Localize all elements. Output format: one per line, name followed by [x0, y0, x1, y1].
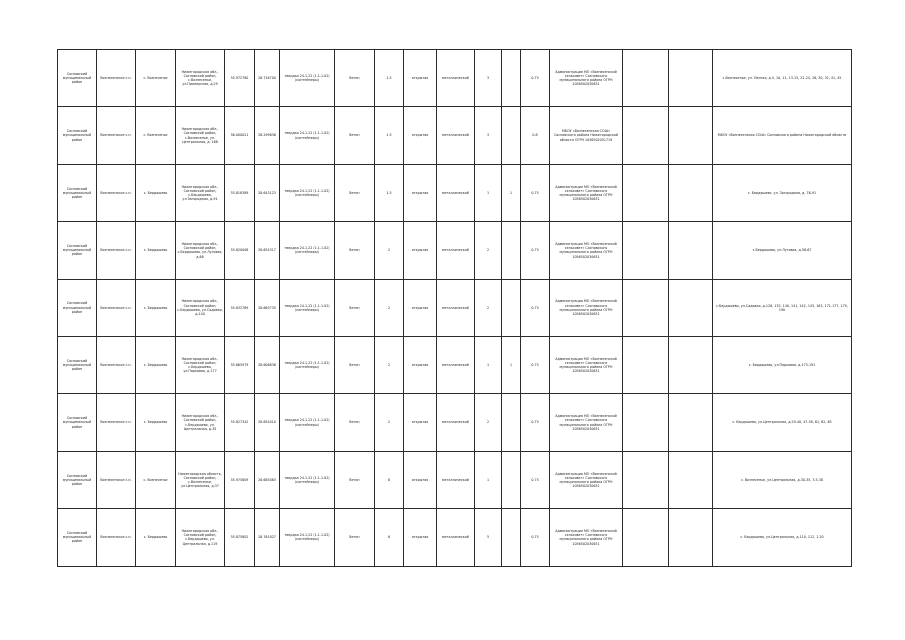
surface-cell: бетон	[335, 279, 375, 336]
empty-cell-16	[623, 107, 669, 164]
empty-cell-16	[623, 394, 669, 451]
containers-count-cell: 2	[475, 394, 502, 451]
settlement-cell: Вознесенское с.п.	[97, 279, 136, 336]
waste-code-cell: твердая 24.1.22 (1.1.1.02) (контейнеры)	[280, 279, 335, 336]
table-row	[58, 451, 852, 508]
served-addresses-cell: с.Бердяшево, ул.Луговая, д.56-67	[713, 222, 852, 279]
locality-cell: с. Бердяшево	[136, 336, 176, 393]
site-type-cell: открытая	[404, 336, 437, 393]
empty-cell-17	[669, 279, 713, 336]
longitude-cell: 28.643123	[255, 164, 280, 221]
waste-code-cell: твердая 24.1.22 (1.1.1.02) (контейнеры)	[280, 222, 335, 279]
owner-cell: Администрация МО «Вознесенский сельсовет» Сосновского муниципального района ОГРН 1056502030631	[550, 394, 623, 451]
empty-cell-17	[669, 107, 713, 164]
latitude-cell: 56.000021	[225, 107, 255, 164]
settlement-cell: Вознесенское с.п.	[97, 509, 136, 566]
site-type-cell: открытая	[404, 50, 437, 107]
settlement-cell: Вознесенское с.п.	[97, 451, 136, 508]
latitude-cell: 55.972780	[225, 50, 255, 107]
table-row	[58, 222, 852, 279]
area-cell: 1.5	[375, 164, 404, 221]
owner-cell: Администрация МО «Вознесенский сельсовет» Сосновского муниципального района ОГРН 1056502030631	[550, 279, 623, 336]
locality-cell: с. Вознесенье	[136, 50, 176, 107]
table-row	[58, 509, 852, 566]
empty-cell-17	[669, 164, 713, 221]
owner-cell: Администрация МО «Вознесенский сельсовет» Сосновского муниципального района ОГРН 1056502030631	[550, 451, 623, 508]
served-addresses-cell: с. Бердяшево, ул.Парковая, д.173-191	[713, 336, 852, 393]
owner-cell: Администрация МО «Вознесенский сельсовет» Сосновского муниципального района ОГРН 1056502030631	[550, 222, 623, 279]
containers-count-cell: 2	[475, 279, 502, 336]
container-volume-cell: 0.75	[521, 50, 550, 107]
empty-cell-16	[623, 222, 669, 279]
served-addresses-cell: с. Бердяшево, ул. Загородная, д. 76-91	[713, 164, 852, 221]
containers-count-cell: 1	[475, 164, 502, 221]
latitude-cell: 55.875802	[225, 509, 255, 566]
fence-material-cell: металлический	[437, 509, 475, 566]
served-addresses-cell: с. Бердяшево, ул.Центральная, д.110, 112, 1.20	[713, 509, 852, 566]
containers-count-cell: 3	[475, 50, 502, 107]
address-cell: Нижегородская обл., Сосновский район, с.Вознесенье, ул. Центральная, д. 168	[176, 107, 225, 164]
area-cell: 1.5	[375, 50, 404, 107]
district-cell: Сосновский муниципальный район	[58, 107, 97, 164]
planned-containers-cell	[502, 107, 521, 164]
empty-cell-17	[669, 509, 713, 566]
longitude-cell: 28.654010	[255, 394, 280, 451]
district-cell: Сосновский муниципальный район	[58, 509, 97, 566]
containers-count-cell: 5	[475, 509, 502, 566]
empty-cell-16	[623, 509, 669, 566]
container-volume-cell: 0.75	[521, 394, 550, 451]
container-volume-cell: 0.8	[521, 107, 550, 164]
district-cell: Сосновский муниципальный район	[58, 222, 97, 279]
served-addresses-cell: с.Бердяшево, ул.Садовая, д.128, 135, 140, 141, 142, 143, 163, 171-177, 179, 190	[713, 279, 852, 336]
surface-cell: бетон	[335, 336, 375, 393]
waste-code-cell: твердая 24.1.22 (1.1.1.02) (контейнеры)	[280, 451, 335, 508]
surface-cell: бетон	[335, 509, 375, 566]
waste-code-cell: твердая 24.1.22 (1.1.1.02) (контейнеры)	[280, 50, 335, 107]
planned-containers-cell	[502, 509, 521, 566]
area-cell: 2	[375, 222, 404, 279]
owner-cell: Администрация МО «Вознесенский сельсовет» Сосновского муниципального района ОГРН 1056502030631	[550, 509, 623, 566]
owner-cell: Администрация МО «Вознесенский сельсовет» Сосновского муниципального района ОГРН 1056502030631	[550, 336, 623, 393]
owner-cell: Администрация МО «Вознесенский сельсовет» Сосновского муниципального района ОГРН 1056502030631	[550, 164, 623, 221]
empty-cell-16	[623, 451, 669, 508]
empty-cell-16	[623, 50, 669, 107]
waste-code-cell: твердая 24.1.22 (1.1.1.02) (контейнеры)	[280, 164, 335, 221]
longitude-cell: 28.299836	[255, 107, 280, 164]
settlement-cell: Вознесенское с.п.	[97, 50, 136, 107]
planned-containers-cell	[502, 451, 521, 508]
containers-count-cell: 2	[475, 222, 502, 279]
waste-code-cell: твердая 24.1.22 (1.1.1.02) (контейнеры)	[280, 509, 335, 566]
area-cell: 2	[375, 279, 404, 336]
area-cell: 2	[375, 394, 404, 451]
fence-material-cell: металлический	[437, 279, 475, 336]
locality-cell: с. Бердяшево	[136, 164, 176, 221]
site-type-cell: открытая	[404, 279, 437, 336]
surface-cell: бетон	[335, 222, 375, 279]
containers-count-cell: 1	[475, 336, 502, 393]
surface-cell: бетон	[335, 107, 375, 164]
table-row	[58, 50, 852, 107]
latitude-cell: 55.827342	[225, 394, 255, 451]
site-type-cell: открытая	[404, 164, 437, 221]
surface-cell: бетон	[335, 50, 375, 107]
served-addresses-cell: с. Вознесенье, ул.Центральная, д.30-35, 3.5-38	[713, 451, 852, 508]
address-cell: Нижегородская обл., Сосновский район, с.Бердяшево, ул.Садовая, д.140	[176, 279, 225, 336]
fence-material-cell: металлический	[437, 394, 475, 451]
table-row	[58, 164, 852, 221]
locality-cell: с. Бердяшево	[136, 394, 176, 451]
settlement-cell: Вознесенское с.п.	[97, 222, 136, 279]
table-row	[58, 394, 852, 451]
address-cell: Нижегородская обл., Сосновский район, с.Вознесенье, ул.Пионерская, д.29	[176, 50, 225, 107]
settlement-cell: Вознесенское с.п.	[97, 107, 136, 164]
table-row	[58, 336, 852, 393]
containers-count-cell: 1	[475, 451, 502, 508]
settlement-cell: Вознесенское с.п.	[97, 164, 136, 221]
table-row	[58, 107, 852, 164]
planned-containers-cell	[502, 50, 521, 107]
waste-sites-register-table	[57, 49, 852, 567]
latitude-cell: 55.832789	[225, 279, 255, 336]
table-row	[58, 279, 852, 336]
address-cell: Нижегородская обл., Сосновский район, с.Бердяшево, ул. Центральная, д.119	[176, 509, 225, 566]
surface-cell: бетон	[335, 451, 375, 508]
container-volume-cell: 0.75	[521, 164, 550, 221]
district-cell: Сосновский муниципальный район	[58, 279, 97, 336]
longitude-cell: 28.761827	[255, 509, 280, 566]
served-addresses-cell: МБОУ «Вознесенская СОШ» Сосновского района Нижегородской области	[713, 107, 852, 164]
waste-code-cell: твердая 24.1.22 (1.1.1.02) (контейнеры)	[280, 336, 335, 393]
latitude-cell: 55.820006	[225, 222, 255, 279]
planned-containers-cell	[502, 222, 521, 279]
site-type-cell: открытая	[404, 222, 437, 279]
area-cell: 2	[375, 336, 404, 393]
empty-cell-16	[623, 336, 669, 393]
empty-cell-17	[669, 50, 713, 107]
district-cell: Сосновский муниципальный район	[58, 164, 97, 221]
longitude-cell: 28.685063	[255, 451, 280, 508]
longitude-cell: 28.665735	[255, 279, 280, 336]
latitude-cell: 55.975809	[225, 451, 255, 508]
fence-material-cell: металлический	[437, 336, 475, 393]
area-cell: 6	[375, 509, 404, 566]
address-cell: Нижегородская обл., Сосновский район, с.Бердяшево, ул.Загородная, д.91	[176, 164, 225, 221]
fence-material-cell: металлический	[437, 50, 475, 107]
locality-cell: с. Вознесенье	[136, 451, 176, 508]
containers-count-cell: 3	[475, 107, 502, 164]
container-volume-cell: 0.75	[521, 222, 550, 279]
district-cell: Сосновский муниципальный район	[58, 394, 97, 451]
fence-material-cell: металлический	[437, 107, 475, 164]
address-cell: Нижегородская обл., Сосновский район, с.Бердяшево, ул.Луговая, д.68	[176, 222, 225, 279]
surface-cell: бетон	[335, 394, 375, 451]
area-cell: 1.5	[375, 107, 404, 164]
waste-code-cell: твердая 24.1.22 (1.1.1.02) (контейнеры)	[280, 107, 335, 164]
planned-containers-cell: 1	[502, 336, 521, 393]
planned-containers-cell	[502, 279, 521, 336]
site-type-cell: открытая	[404, 107, 437, 164]
fence-material-cell: металлический	[437, 222, 475, 279]
settlement-cell: Вознесенское с.п.	[97, 336, 136, 393]
district-cell: Сосновский муниципальный район	[58, 336, 97, 393]
longitude-cell: 28.606836	[255, 336, 280, 393]
latitude-cell: 55.865979	[225, 336, 255, 393]
site-type-cell: открытая	[404, 509, 437, 566]
planned-containers-cell	[502, 394, 521, 451]
empty-cell-17	[669, 394, 713, 451]
empty-cell-17	[669, 222, 713, 279]
address-cell: Нижегородская область, Сосновский район, с.Вознесенье, ул.Центральная, д.37	[176, 451, 225, 508]
area-cell: 8	[375, 451, 404, 508]
waste-code-cell: твердая 24.1.22 (1.1.1.02) (контейнеры)	[280, 394, 335, 451]
empty-cell-16	[623, 279, 669, 336]
address-cell: Нижегородская обл., Сосновский район, с.Бердяшево, ул. Центральная, д.35	[176, 394, 225, 451]
container-volume-cell: 0.75	[521, 336, 550, 393]
owner-cell: Администрация МО «Вознесенский сельсовет» Сосновского муниципального района ОГРН 1056502030631	[550, 50, 623, 107]
empty-cell-17	[669, 451, 713, 508]
fence-material-cell: металлический	[437, 451, 475, 508]
district-cell: Сосновский муниципальный район	[58, 451, 97, 508]
locality-cell: с. Бердяшево	[136, 279, 176, 336]
longitude-cell: 28.716700	[255, 50, 280, 107]
surface-cell: бетон	[335, 164, 375, 221]
served-addresses-cell: с.Вознесенье, ул. Лесная, д.5, 10, 11, 13-15, 22-24, 26, 30, 32, 41, 45	[713, 50, 852, 107]
container-volume-cell: 0.75	[521, 451, 550, 508]
empty-cell-16	[623, 164, 669, 221]
locality-cell: с. Вознесенье	[136, 107, 176, 164]
latitude-cell: 55.818389	[225, 164, 255, 221]
container-volume-cell: 0.75	[521, 279, 550, 336]
site-type-cell: открытая	[404, 451, 437, 508]
owner-cell: МБОУ «Вознесенская СОШ» Сосновского района Нижегородской области ОГРН 1036502051719	[550, 107, 623, 164]
container-volume-cell: 0.75	[521, 509, 550, 566]
locality-cell: с. Бердяшево	[136, 509, 176, 566]
settlement-cell: Вознесенское с.п.	[97, 394, 136, 451]
fence-material-cell: металлический	[437, 164, 475, 221]
site-type-cell: открытая	[404, 394, 437, 451]
planned-containers-cell: 1	[502, 164, 521, 221]
address-cell: Нижегородская обл., Сосновский район, с.Бердяшево, ул.Парковая, д.177	[176, 336, 225, 393]
district-cell: Сосновский муниципальный район	[58, 50, 97, 107]
locality-cell: с. Бердяшево	[136, 222, 176, 279]
longitude-cell: 28.654317	[255, 222, 280, 279]
served-addresses-cell: с. Бердяшево, ул.Центральная, д.29-40, 47-58, 61, 62, 65	[713, 394, 852, 451]
empty-cell-17	[669, 336, 713, 393]
